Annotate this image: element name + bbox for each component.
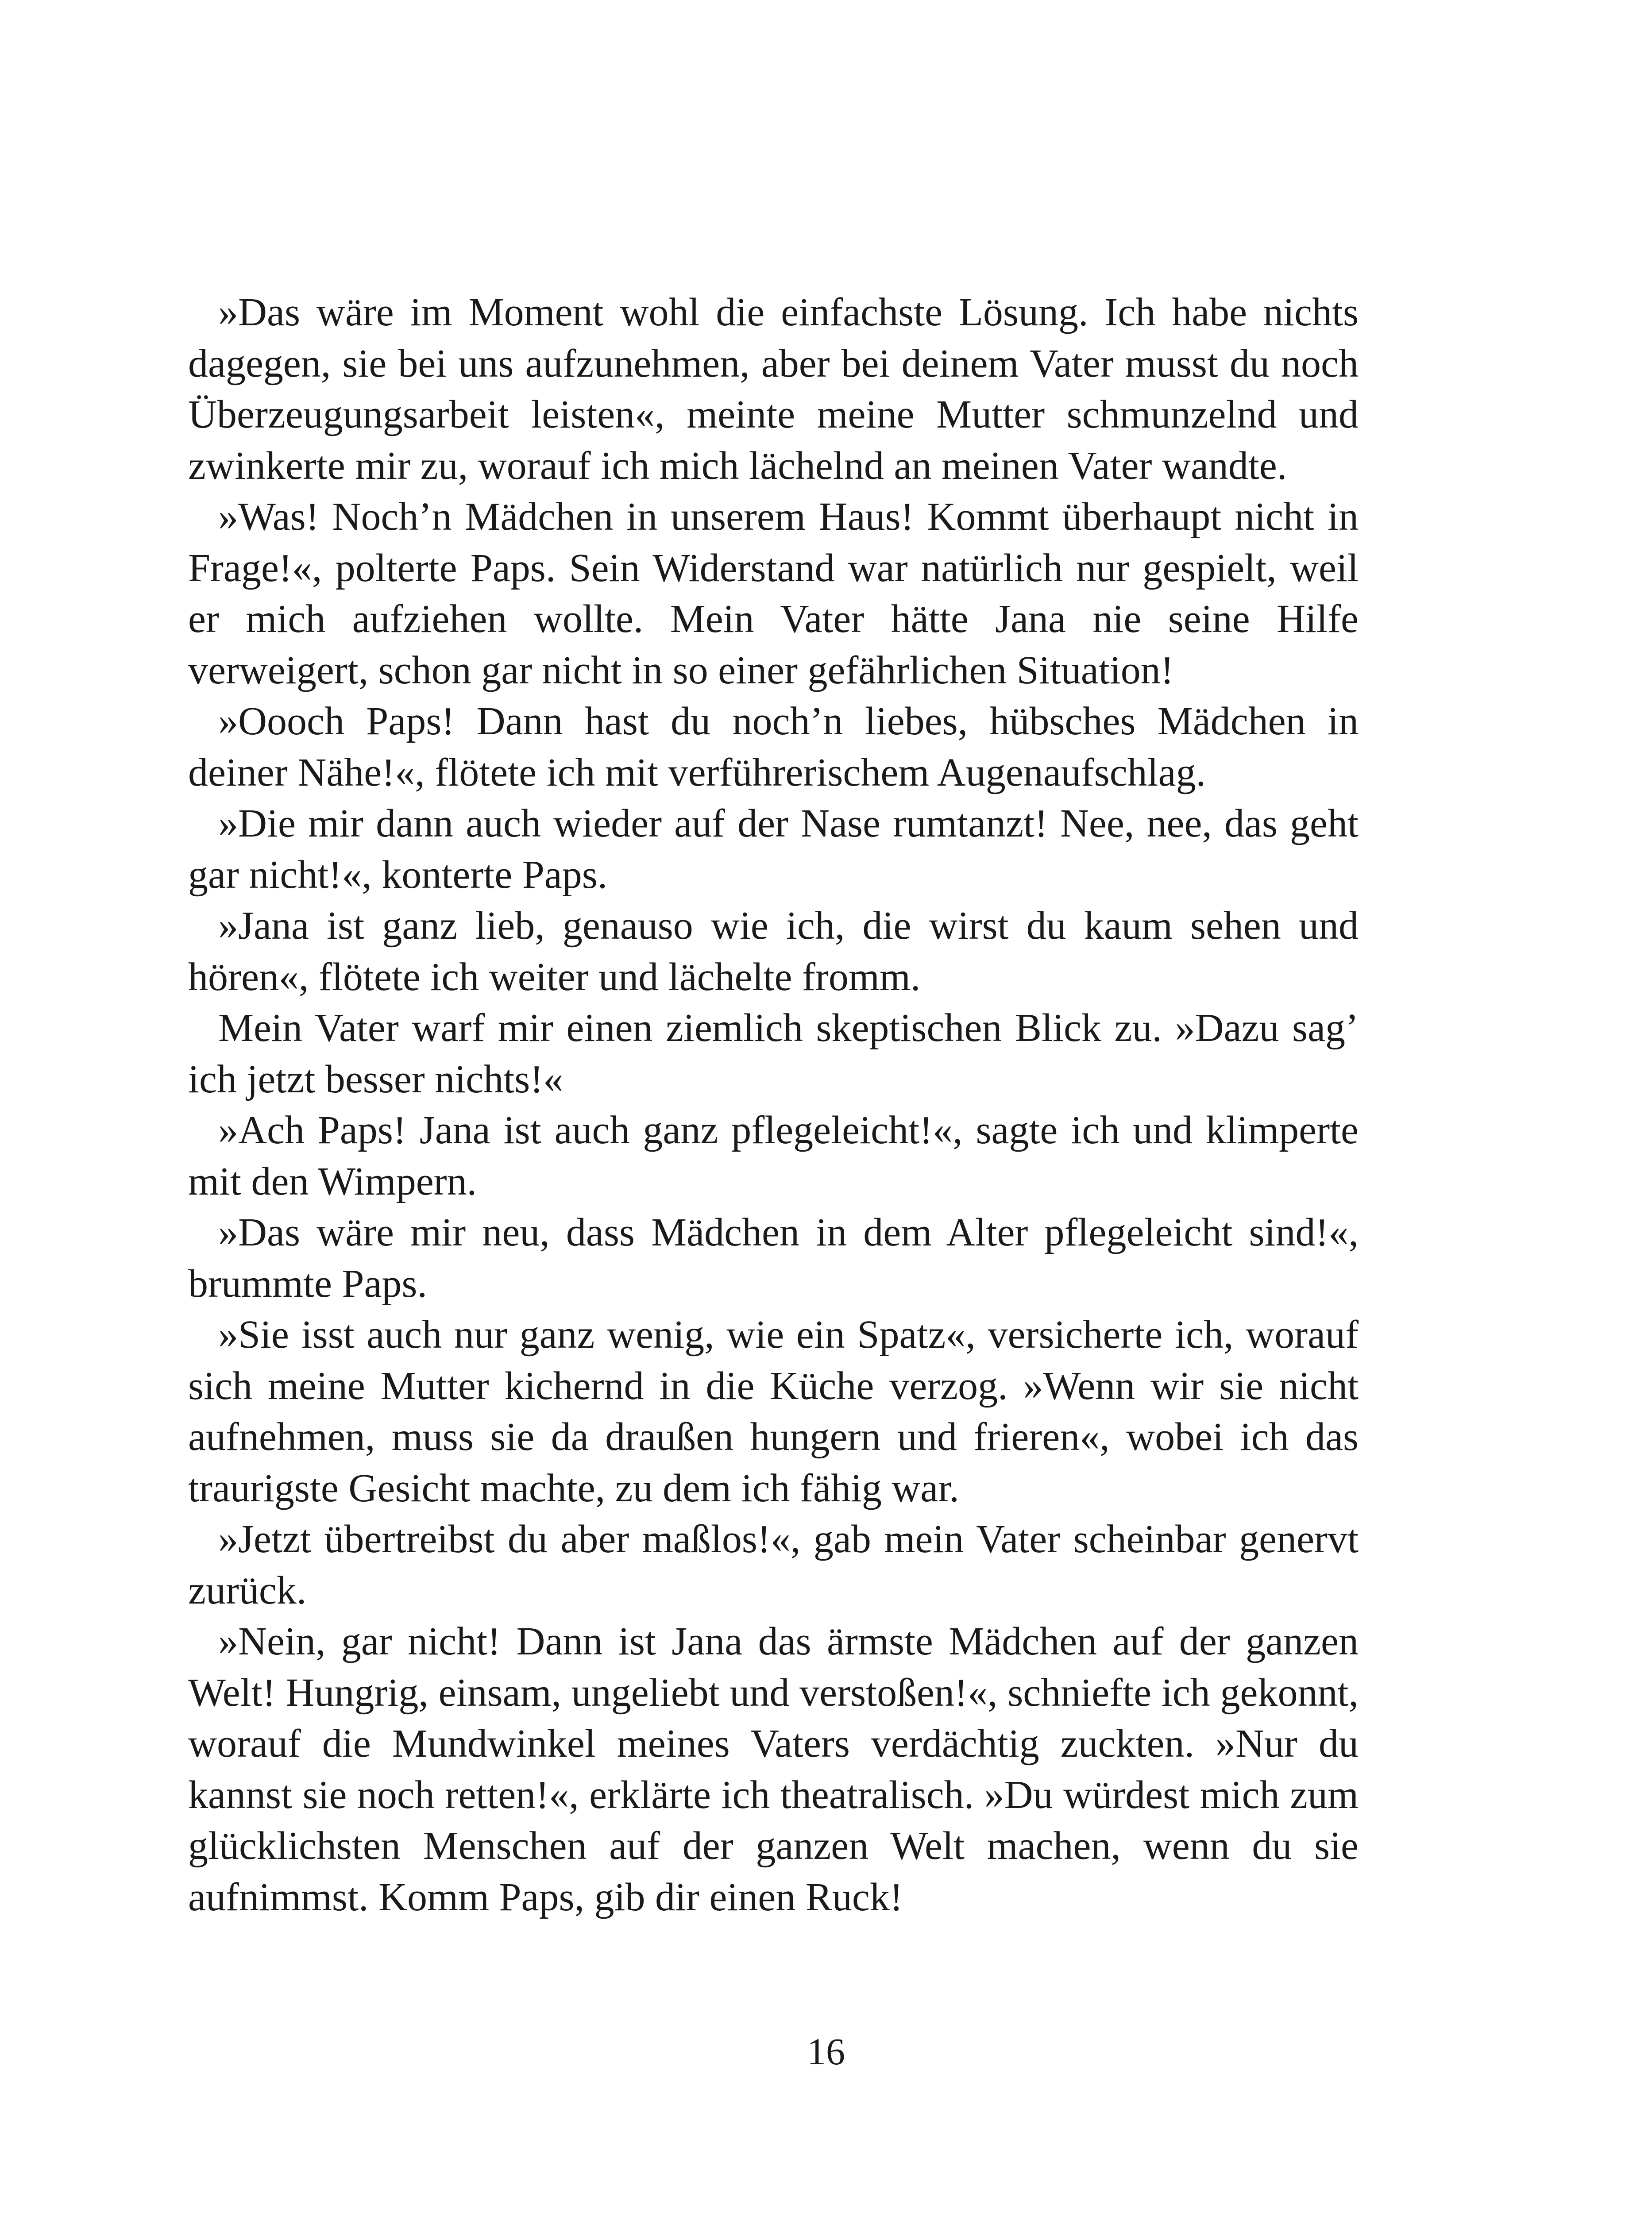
paragraph-10: »Jetzt übertreibst du aber maßlos!«, gab mein Vater scheinbar genervt zurück. (188, 1517, 1359, 1612)
page-number: 16 (807, 2030, 845, 2073)
paragraph-3: »Oooch Paps! Dann hast du noch’n liebes, hübsches Mädchen in deiner Nähe!«, flötete ich mit verführerischem Augenaufschlag. (188, 699, 1359, 794)
paragraph-11: »Nein, gar nicht! Dann ist Jana das ärmste Mädchen auf der ganzen Welt! Hungrig, einsam, ungeliebt und verstoßen!«, schniefte ich gekonnt, worauf die Mundwinkel meines Vaters verdächtig zuckten. »Nur du kannst sie noch retten!«, erklärte ich theatralisch. »Du würdest mich zum glücklichsten Menschen auf der ganzen Welt machen, wenn du sie aufnimmst. Komm Paps, gib dir einen Ruck! (188, 1619, 1359, 1919)
paragraph-7: »Ach Paps! Jana ist auch ganz pflegeleicht!«, sagte ich und klimperte mit den Wimpern. (188, 1108, 1359, 1203)
paragraph-8: »Das wäre mir neu, dass Mädchen in dem Alter pflegeleicht sind!«, brummte Paps. (188, 1211, 1359, 1306)
paragraph-6: Mein Vater warf mir einen ziemlich skeptischen Blick zu. »Dazu sag’ ich jetzt besser nichts!« (188, 1006, 1359, 1101)
paragraph-5: »Jana ist ganz lieb, genauso wie ich, die wirst du kaum sehen und hören«, flötete ich weiter und lächelte fromm. (188, 904, 1359, 999)
paragraph-4: »Die mir dann auch wieder auf der Nase rumtanzt! Nee, nee, das geht gar nicht!«, konterte Paps. (188, 802, 1359, 897)
paragraph-2: »Was! Noch’n Mädchen in unserem Haus! Kommt überhaupt nicht in Frage!«, polterte Paps. Sein Widerstand war natürlich nur gespielt, weil er mich aufziehen wollte. Mein Vater hätte Jana nie seine Hilfe verweigert, schon gar nicht in so einer gefährlichen Situation! (188, 495, 1359, 692)
paragraph-1: »Das wäre im Moment wohl die einfachste Lösung. Ich habe nichts dagegen, sie bei uns aufzunehmen, aber bei deinem Vater musst du noch Überzeugungsarbeit leisten«, meinte meine Mutter schmunzelnd und zwinkerte mir zu, worauf ich mich lächelnd an meinen Vater wandte. (188, 290, 1359, 488)
paragraph-9: »Sie isst auch nur ganz wenig, wie ein Spatz«, versicherte ich, worauf sich meine Mutter kichernd in die Küche verzog. »Wenn wir sie nicht aufnehmen, muss sie da draußen hungern und frieren«, wobei ich das traurigste Gesicht machte, zu dem ich fähig war. (188, 1313, 1359, 1510)
body-text (188, 287, 1359, 1923)
